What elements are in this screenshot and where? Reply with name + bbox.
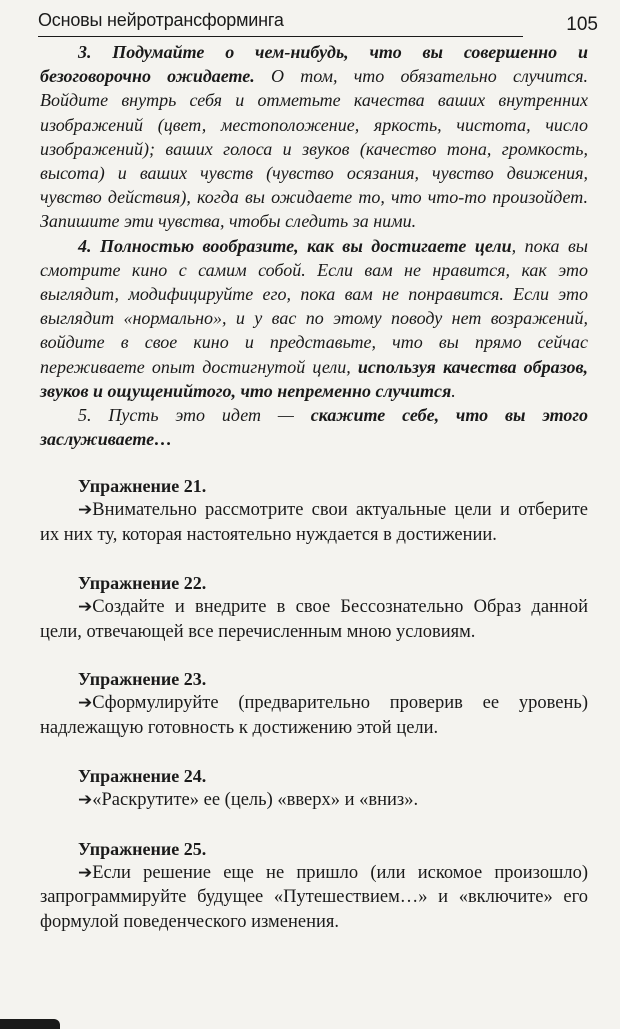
paragraph-5: [40, 403, 588, 451]
paragraph-4-end: .: [451, 380, 456, 401]
paragraph-3: [40, 40, 588, 234]
paragraph-3-lead: 3. Подумайте о чем-нибудь, что вы совершенно и безоговорочно ожидаете.: [40, 42, 588, 87]
exercise-text: [40, 595, 588, 644]
arrow-right-icon: ➔: [78, 862, 93, 883]
page-header: [38, 8, 598, 38]
paragraph-5-emphasis: скажите себе, что вы этого заслуживаете…: [40, 405, 588, 450]
exercise-title: Упражнение 23.: [78, 669, 207, 690]
exercise-text-content: Сформулируйте (предварительно проверив ее уровень) надлежащую готовность к достижению этой цели.: [40, 693, 588, 738]
scan-edge-mark: [0, 1019, 60, 1029]
paragraph-3-text: О том, что обязательно случится. Войдите внутрь себя и отметьте качества ваших внутренних изображений (цвет, местоположение, яркость, чистота, число изображений); ваших голоса и звуков (качество тона, громкость, высота) и ваших чувств (чувство осязания, чувство движения, чувство действия), когда вы ожидаете то, что что-то произойдет. Запишите эти чувства, чтобы следить за ними.: [40, 66, 588, 232]
paragraph-4-lead: 4. Полностью вообразите, как вы достигаете цели: [78, 235, 512, 256]
arrow-right-icon: ➔: [78, 693, 93, 714]
exercise-25: [40, 837, 588, 935]
exercise-24: [40, 764, 588, 813]
exercise-text-content: Внимательно рассмотрите свои актуальные цели и отберите их них ту, которая настоятельно нуждается в достижении.: [40, 500, 588, 545]
page-number: 105: [566, 14, 598, 35]
exercise-text-content: Создайте и внедрите в свое Бессознательно Образ данной цели, отвечающей все перечисленным мною условиям.: [40, 597, 588, 642]
paragraph-5-text: 5. Пусть это идет —: [78, 405, 311, 426]
exercise-text: [40, 498, 588, 547]
exercise-title: Упражнение 21.: [78, 476, 207, 497]
exercise-text-content: «Раскрутите» ее (цель) «вверх» и «вниз».: [92, 790, 419, 811]
page-body: [40, 40, 588, 934]
paragraph-4-text: , пока вы смотрите кино с самим собой. Если вам не нравится, как это выглядит, модифицируйте его, пока вам не понравится. Если это выглядит «нормально», и у вас по этому поводу нет возражений, войдите в свое кино и представьте, что вы прямо сейчас переживаете опыт достигнутой цели,: [40, 235, 588, 377]
exercise-23: [40, 667, 588, 740]
arrow-right-icon: ➔: [78, 597, 93, 618]
exercise-21: [40, 474, 588, 547]
exercise-text: [40, 788, 588, 813]
exercise-text-content: Если решение еще не пришло (или искомое произошло) запрограммируйте будущее «Путешествием…» и «включите» его формулой поведенческого изменения.: [40, 862, 588, 932]
running-head: Основы нейротрансформинга: [38, 10, 284, 30]
exercise-22: [40, 571, 588, 644]
paragraph-4-emphasis: используя качества образов, звуков и ощущенийтого, что непременно случится: [40, 356, 588, 401]
arrow-right-icon: ➔: [78, 790, 93, 811]
exercise-title: Упражнение 22.: [78, 573, 207, 594]
paragraph-4: [40, 234, 588, 403]
arrow-right-icon: ➔: [78, 500, 93, 521]
header-rule: [38, 36, 523, 37]
exercise-text: [40, 861, 588, 935]
exercise-title: Упражнение 24.: [78, 766, 207, 787]
exercise-title: Упражнение 25.: [78, 838, 207, 859]
exercise-text: [40, 691, 588, 740]
